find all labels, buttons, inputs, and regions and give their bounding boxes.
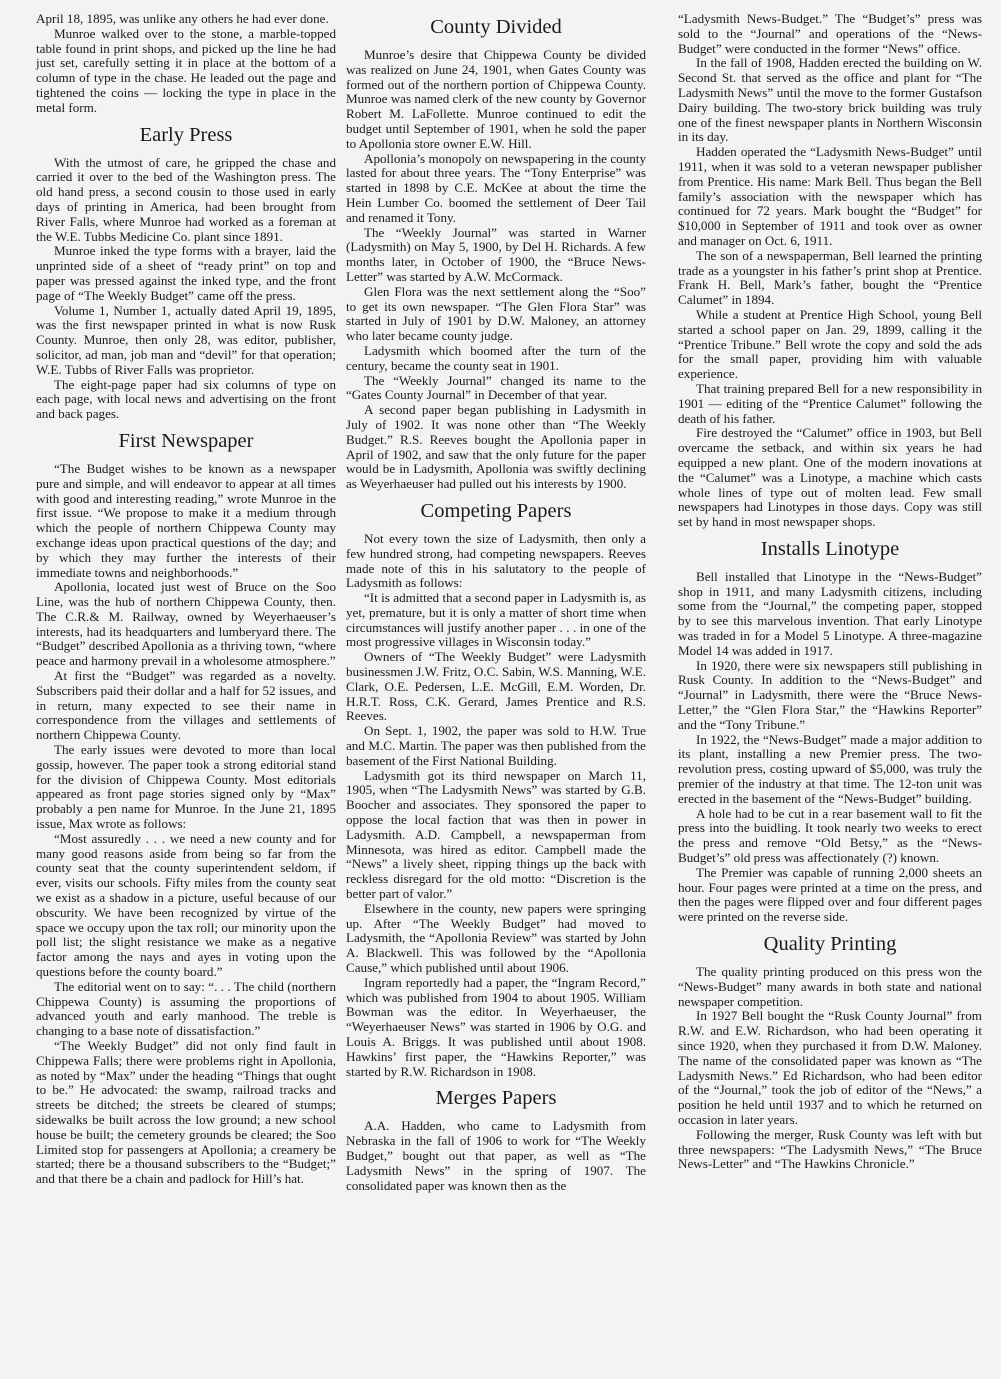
- paragraph: At first the “Budget” was regarded as a novelty. Subscribers paid their dollar and a half for 52 issues, and in return, many expected to see their name in correspondence from the villages and settlements of northern Chippewa County.: [36, 668, 336, 743]
- paragraph: The quality printing produced on this press won the “News-Budget” many awards in both state and national newspaper competition.: [678, 964, 982, 1009]
- section-heading-merges-papers: Merges Papers: [435, 1087, 557, 1110]
- column-3: [678, 12, 982, 1172]
- paragraph: Bell installed that Linotype in the “News-Budget” shop in 1911, and many Ladysmith citizens, including some from the “Journal,” the competing paper, stopped by to see this marvelous invention. That early Linotype was traded in for a Model 5 Linotype. A three-magazine Model 14 was added in 1917.: [678, 568, 982, 658]
- paragraph: The son of a newspaperman, Bell learned the printing trade as a youngster in his father’s print shop at Prentice. Frank H. Bell, Mark’s father, bought the “Prentice Calumet” in 1894.: [678, 247, 982, 308]
- paragraph: A hole had to be cut in a rear basement wall to fit the press into the buidling. It took nearly two weeks to erect the press and remove “Old Betsy,” as the “News-Budget’s” old press was affectionately (?) known.: [678, 805, 982, 866]
- paragraph: In 1920, there were six newspapers still publishing in Rusk County. In addition to the “News-Budget” and “Journal” in Ladysmith, there were the “Bruce News-Letter,” the “Glen Flora Star,” the “Hawkins Reporter” and the “Tony Tribune.”: [678, 657, 982, 732]
- paragraph: Owners of “The Weekly Budget” were Ladysmith businessmen J.W. Fritz, O.C. Sabin, W.S. Manning, W.E. Clark, O.E. Pedersen, L.E. McGill, E.M. Worden, Dr. H.R.T. Ross, C.K. Gerard, James Prentice and R.S. Reeves.: [346, 649, 646, 724]
- paragraph: “Ladysmith News-Budget.” The “Budget’s” press was sold to the “Journal” and operations of the “News-Budget” were conducted in the former “News” office.: [678, 11, 982, 56]
- paragraph: The eight-page paper had six columns of type on each page, with local news and advertising on the front and back pages.: [36, 376, 336, 422]
- paragraph: The early issues were devoted to more than local gossip, however. The paper took a strong editorial stand for the division of Chippewa County. Most editorials appeared as front page stories signed only by “Max” probably a pen name for Munroe. In the June 21, 1895 issue, Max wrote as follows:: [36, 742, 336, 832]
- paragraph: A.A. Hadden, who came to Ladysmith from Nebraska in the fall of 1906 to work for “The Weekly Budget,” bought out that paper, as well as “The Ladysmith News” in the spring of 1907. The consolidated paper was known then as the: [346, 1118, 646, 1193]
- paragraph: Munroe walked over to the stone, a marble-topped table found in print shops, and picked up the line he had just set, carefully setting it in place at the bottom of a column of type in the chase. He leaded out the page and tightened the coins — locking the type in place in the metal form.: [36, 25, 336, 115]
- paragraph: Apollonia’s monopoly on newspapering in the county lasted for about three years. The “Tony Enterprise” was started in 1898 by C.E. McKee at about the time the Hein Lumber Co. boomed the settlement of Deer Tail and renamed it Tony.: [346, 150, 646, 225]
- section-heading-early-press: Early Press: [139, 123, 233, 146]
- paragraph: With the utmost of care, he gripped the chase and carried it over to the bed of the Washington press. The old hand press, a second cousin to those used in early days of printing in America, had been brought from River Falls, where Munroe had worked as a foreman at the W.E. Tubbs Medicine Co. plant since 1891.: [36, 154, 336, 244]
- paragraph: While a student at Prentice High School, young Bell started a school paper on Jan. 29, 1899, calling it the “Prentice Tribune.” Bell wrote the copy and sold the ads for the small paper, providing him with valuable experience.: [678, 306, 982, 382]
- paragraph: Ingram reportedly had a paper, the “Ingram Record,” which was published from 1904 to about 1905. William Bowman was the editor. In Weyerhaeuser, the “Weyerhaeuser News” was started in 1906 by O.G. and Louis A. Briggs. It was published until about 1908. Hawkins’ first paper, the “Hawkins Reporter,” was started by R.W. Richardson in 1908.: [346, 974, 646, 1079]
- paragraph: In 1922, the “News-Budget” made a major addition to its plant, installing a new Premier press. The two-revolution press, costing upward of $5,000, was truly the premier of the industry at that time. The 12-ton unit was erected in the basement of the “News-Budget” building.: [678, 731, 982, 806]
- paragraph: A second paper began publishing in Ladysmith in July of 1902. It was none other than “The Weekly Budget.” R.S. Reeves bought the Apollonia paper in April of 1902, and saw that the only future for the paper would be in Ladysmith, Apollonia was swiftly declining as Weyerhaeuser had pulled out his interests by 1900.: [346, 402, 646, 492]
- paragraph: “It is admitted that a second paper in Ladysmith is, as yet, premature, but it is only a matter of short time when circumstances will justify another paper . . . in one of the most progressive villages in Wisconsin today.”: [346, 590, 646, 650]
- section-heading-competing-papers: Competing Papers: [420, 499, 572, 522]
- paragraph: “Most assuredly . . . we need a new county and for many good reasons aside from being so far from the county seat that the county superintendent seldom, if ever, visits our schools. Fifty miles from the county seat we exist as a shadow in a picture, useful because of our obscurity. We have been recognized by virtue of the space we occupy upon the tax roll; our minority upon the poll list; the slight resistance we make as a negative factor among the nays and ayes in voting upon the questions before the county board.”: [36, 830, 336, 980]
- paragraph: Munroe’s desire that Chippewa County be divided was realized on June 24, 1901, when Gates County was formed out of the northern portion of Chippewa County. Munroe was named clerk of the new county by Governor Robert M. LaFollette. Munroe continued to edit the budget until September of 1901, when he sold the paper to Apollonia store owner E.W. Hill.: [346, 47, 646, 151]
- paragraph: The editorial went on to say: “. . . The child (northern Chippewa County) is assuming the proportions of advanced youth and early manhood. The treble is changing to a base note of dissatisfaction.”: [36, 978, 336, 1039]
- paragraph: The “Weekly Journal” changed its name to the “Gates County Journal” in December of that year.: [346, 372, 646, 403]
- paragraph: In 1927 Bell bought the “Rusk County Journal” from R.W. and E.W. Richardson, who had been operating it since 1920, when they purchased it from D.W. Maloney. The name of the consolidated paper was known as “The Ladysmith News.” Ed Richardson, who had been editor of the “Journal,” took the job of editor of the “News,” a position he held until 1937 and to which he returned on occasion in later years.: [678, 1008, 982, 1127]
- paragraph: Munroe inked the type forms with a brayer, laid the unprinted side of a sheet of “ready print” on top and paper was pressed against the inked type, and the front page of “The Weekly Budget” came off the press.: [36, 243, 336, 303]
- paragraph: Fire destroyed the “Calumet” office in 1903, but Bell overcame the setback, and within six years he had equipped a new plant. One of the modern inovations at the “Calumet” was a Linotype, a machine which casts whole lines of type out of molten lead. Few small newspapers had Linotypes in those days. Copy was still set by hand in most newspaper shops.: [678, 425, 982, 530]
- paragraph: The Premier was capable of running 2,000 sheets an hour. Four pages were printed at a time on the press, and then the pages were flipped over and four different pages were printed on the reverse side.: [678, 864, 982, 925]
- paragraph: Ladysmith got its third newspaper on March 11, 1905, when “The Ladysmith News” was started by G.B. Boocher and associates. They sponsored the paper to oppose the local faction that was then in power in Ladysmith. A.D. Campbell, a newspaperman from Minnesota, was hired as editor. Campbell made the “News” a lively sheet, ripping things up the back with reckless disregard for the old motto: “Discretion is the better part of valor.”: [346, 767, 646, 902]
- paragraph: Not every town the size of Ladysmith, then only a few hundred strong, had competing newspapers. Reeves made note of this in his salutatory to the people of Ladysmith as follows:: [346, 530, 646, 591]
- column-2: [346, 12, 646, 1193]
- paragraph: “The Budget wishes to be known as a newspaper pure and simple, and will endeavor to appear at all times with good and interesting reading,” wrote Munroe in the first issue. “We propose to make it a medium through which the people of northern Chippewa County may exchange ideas upon practical questions of the day; and by which they may further the interests of their immediate towns and neighborhoods.”: [36, 460, 336, 580]
- paragraph: Volume 1, Number 1, actually dated April 19, 1895, was the first newspaper printed in what is now Rusk County. Munroe, then only 28, was editor, publisher, solicitor, ad man, job man and “devil” for that operation; W.E. Tubbs of River Falls was proprietor.: [36, 302, 336, 377]
- paragraph: In the fall of 1908, Hadden erected the building on W. Second St. that served as the office and plant for “The Ladysmith News” until the move to the former Gustafson Dairy building. The two-story brick building was truly one of the finest newspaper plants in Northern Wisconsin in its day.: [678, 55, 982, 145]
- paragraph: Apollonia, located just west of Bruce on the Soo Line, was the hub of northern Chippewa County, then. The C.R.& M. Railway, owned by Weyerhaeuser’s interests, had its headquarters and lumberyard there. The “Budget” described Apollonia as a thriving town, “where peace and harmony prevail in a wholesome atmosphere.”: [36, 579, 336, 669]
- section-heading-first-newspaper: First Newspaper: [118, 429, 254, 452]
- paragraph: Ladysmith which boomed after the turn of the century, became the county seat in 1901.: [346, 342, 646, 373]
- section-heading-county-divided: County Divided: [430, 16, 562, 38]
- paragraph: The “Weekly Journal” was started in Warner (Ladysmith) on May 5, 1900, by Del H. Richards. A few months later, in October of 1900, the “Bruce News-Letter” was started by A.W. McCormack.: [346, 224, 646, 284]
- paragraph: Glen Flora was the next settlement along the “Soo” to get its own newspaper. “The Glen Flora Star” was started in July of 1901 by D.W. Maloney, an attorney who later became county judge.: [346, 283, 646, 344]
- section-heading-quality-printing: Quality Printing: [763, 933, 897, 956]
- paragraph: On Sept. 1, 1902, the paper was sold to H.W. True and M.C. Martin. The paper was then published from the basement of the First National Building.: [346, 723, 646, 768]
- paragraph: Hadden operated the “Ladysmith News-Budget” until 1911, when it was sold to a veteran newspaper publisher from Prentice. His name: Mark Bell. Thus began the Bell family’s association with the newspaper which has continued for 72 years. Mark bought the “Budget” for $10,000 in September of 1911 and took over as owner and manager on Oct. 6, 1911.: [678, 144, 982, 248]
- column-1: [36, 12, 336, 1187]
- paragraph: That training prepared Bell for a new responsibility in 1901 — editing of the “Prentice Calumet” following the death of his father.: [678, 380, 982, 426]
- paragraph: Elsewhere in the county, new papers were springing up. After “The Weekly Budget” had moved to Ladysmith, the “Apollonia Review” was started by John A. Blackwell. This was followed by the “Apollonia Cause,” which published until about 1906.: [346, 900, 646, 976]
- paragraph: Following the merger, Rusk County was left with but three newspapers: “The Ladysmith News,” “The Bruce News-Letter” and “The Hawkins Chronicle.”: [678, 1126, 982, 1172]
- paragraph: “The Weekly Budget” did not only find fault in Chippewa Falls; there were problems right in Apollonia, as noted by “Max” under the heading “Things that ought to be.” He advocated: the swamp, railroad tracks and streets be ditched; the streets be cleared of stumps; sidewalks be built across the low ground; a new school house be built; the cemetery grounds be cleared; the Soo Limited stop for passengers at Apollonia; a creamery be started; there be a thousand subscribers to the “Budget;” and that there be a chain and padlock for Hill’s hat.: [36, 1038, 336, 1187]
- section-heading-installs-linotype: Installs Linotype: [760, 537, 900, 560]
- paragraph: April 18, 1895, was unlike any others he had ever done.: [36, 11, 329, 26]
